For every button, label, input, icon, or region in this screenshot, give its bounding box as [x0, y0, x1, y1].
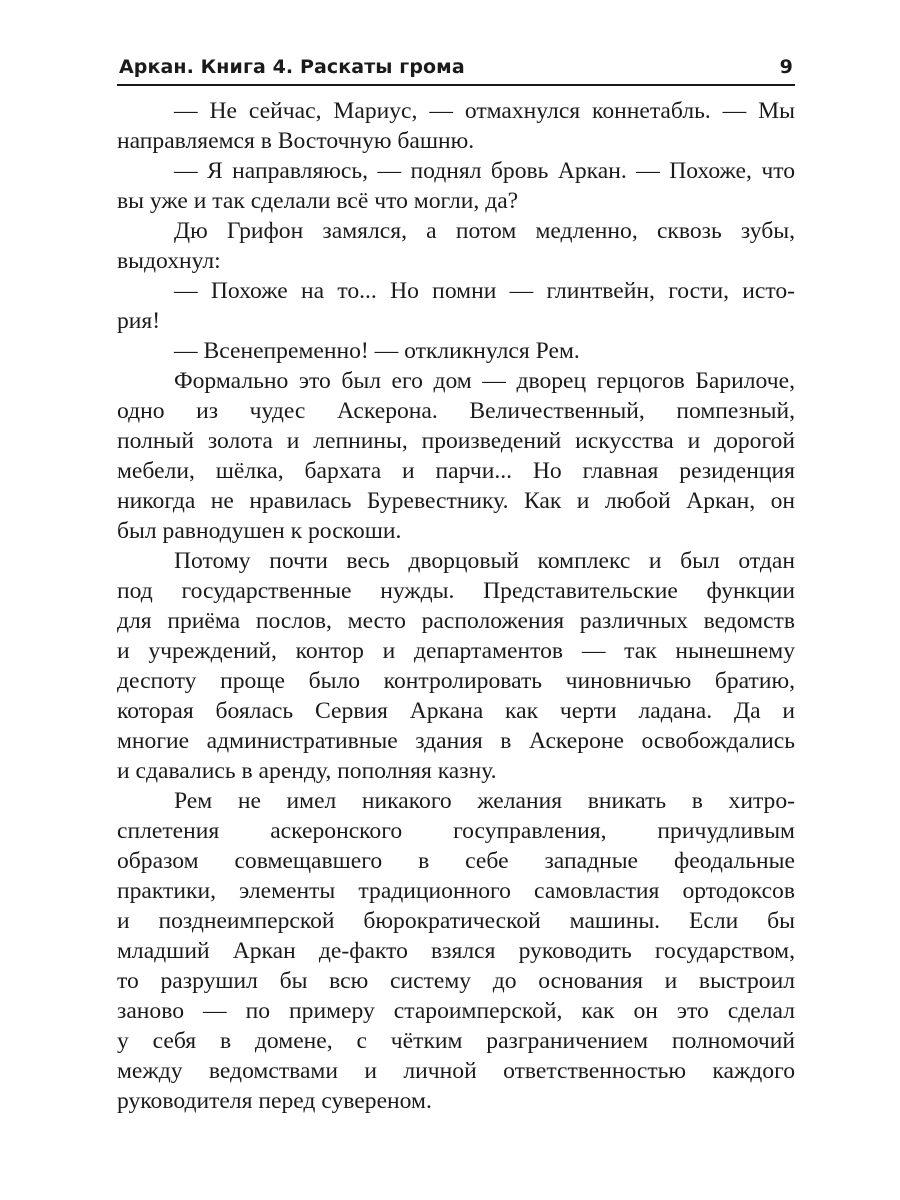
book-page: [117, 56, 795, 1116]
text-line: и сдавались в аренду, пополняя казну.: [117, 758, 497, 784]
text-line: деспоту проще было контролировать чиновничью братию,: [117, 668, 795, 694]
page-number: 9: [779, 56, 793, 78]
text-line: — Всенепременно! — откликнулся Рем.: [174, 338, 580, 364]
body-text: [117, 96, 795, 1116]
text-line: рия!: [117, 308, 161, 334]
paragraph: [117, 96, 795, 156]
paragraph: [117, 216, 795, 276]
text-line: и учреждений, контор и департаментов — так нынешнему: [117, 638, 795, 664]
paragraph: [117, 546, 795, 786]
text-line: руководителя перед сувереном.: [117, 1088, 432, 1114]
paragraph: [117, 366, 795, 546]
text-line: между ведомствами и личной ответственностью каждого: [117, 1058, 795, 1084]
text-line: которая боялась Сервия Аркана как черти ладана. Да и: [117, 698, 795, 724]
text-line: заново — по примеру староимперской, как он это сделал: [117, 998, 795, 1024]
running-head: [117, 56, 795, 86]
text-line: мебели, шёлка, бархата и парчи... Но главная резиденция: [117, 458, 795, 484]
text-line: практики, элементы традиционного самовластия ортодоксов: [117, 878, 795, 904]
text-line: Формально это был его дом — дворец герцогов Барилоче,: [174, 368, 795, 394]
paragraph: [117, 336, 795, 366]
text-line: у себя в домене, с чётким разграничением полномочий: [117, 1028, 795, 1054]
text-line: полный золота и лепнины, произведений искусства и дорогой: [117, 428, 795, 454]
text-line: вы уже и так сделали всё что могли, да?: [117, 188, 519, 214]
text-line: никогда не нравилась Буревестнику. Как и любой Аркан, он: [117, 488, 795, 514]
text-line: Потому почти весь дворцовый комплекс и был отдан: [174, 548, 795, 574]
text-line: Дю Грифон замялся, а потом медленно, сквозь зубы,: [174, 218, 795, 244]
text-line: младший Аркан де-факто взялся руководить государством,: [117, 938, 795, 964]
text-line: то разрушил бы всю систему до основания и выстроил: [117, 968, 795, 994]
text-line: многие административные здания в Аскероне освобождались: [117, 728, 795, 754]
text-line: одно из чудес Аскерона. Величественный, помпезный,: [117, 398, 795, 424]
running-title: Аркан. Книга 4. Раскаты грома: [119, 56, 465, 78]
text-line: под государственные нужды. Представительские функции: [117, 578, 795, 604]
paragraph: [117, 156, 795, 216]
text-line: сплетения аскеронского госуправления, причудливым: [117, 818, 795, 844]
text-line: — Похоже на то... Но помни — глинтвейн, гости, исто-: [174, 278, 795, 304]
text-line: образом совмещавшего в себе западные феодальные: [117, 848, 795, 874]
text-line: для приёма послов, место расположения различных ведомств: [117, 608, 795, 634]
paragraph: [117, 786, 795, 1116]
text-line: выдохнул:: [117, 248, 221, 274]
text-line: — Не сейчас, Мариус, — отмахнулся коннетабль. — Мы: [174, 98, 795, 124]
text-line: — Я направляюсь, — поднял бровь Аркан. — Похоже, что: [174, 158, 795, 184]
text-line: направляемся в Восточную башню.: [117, 128, 475, 154]
text-line: Рем не имел никакого желания вникать в хитро-: [174, 788, 795, 814]
text-line: был равнодушен к роскоши.: [117, 518, 402, 544]
text-line: и позднеимперской бюрократической машины. Если бы: [117, 908, 795, 934]
paragraph: [117, 276, 795, 336]
